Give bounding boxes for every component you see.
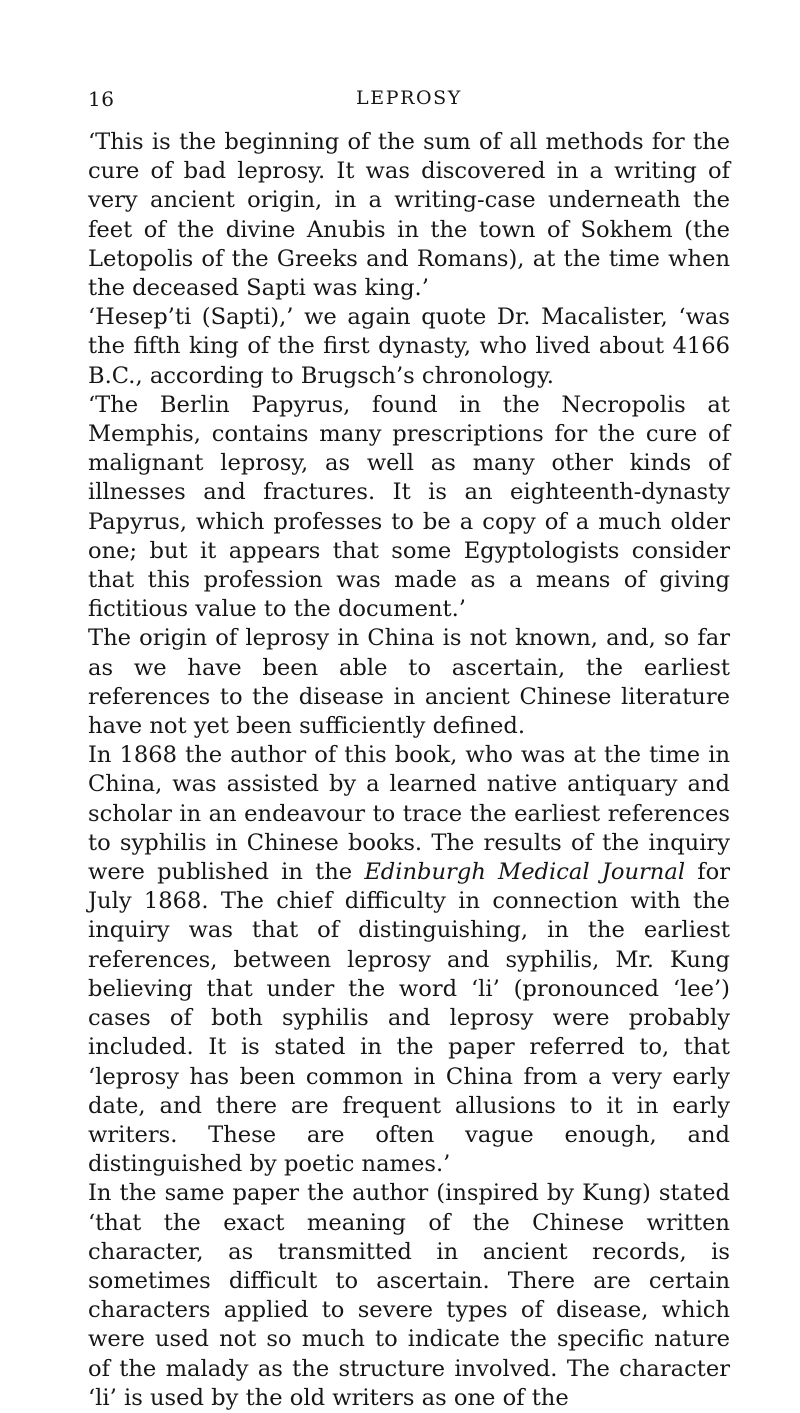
journal-title: Edinburgh Medical Journal (364, 859, 686, 886)
body-text (88, 128, 730, 1413)
paragraph: The origin of leprosy in China is not known, and, so far as we have been able to ascertain, the earliest references to the disease in ancient Chinese literature have not yet been sufficiently defined. (88, 625, 730, 740)
page-header (88, 87, 730, 115)
paragraph-text: In 1868 the author of this book, who was at the time in China, was assisted by a learned native antiquary and scholar in an endeavour to trace the earliest references to syphilis in Chinese books. The results of the inquiry were published in the (88, 742, 730, 886)
paragraph-text: for July 1868. The chief difficulty in connection with the inquiry was that of distinguishing, in the earliest references, between leprosy and syphilis, Mr. Kung believing that under the word ‘li’ (pronounced ‘lee’) cases of both syphilis and leprosy were probably included. It is stated in the paper referred to, that ‘leprosy has been common in China from a very early date, and there are frequent allusions to it in early writers. These are often vague enough, and distinguished by poetic names.’ (88, 859, 730, 1178)
paragraph: ‘The Berlin Papyrus, found in the Necropolis at Memphis, contains many prescriptions for the cure of malignant leprosy, as well as many other kinds of illnesses and fractures. It is an eighteenth-dynasty Papyrus, which professes to be a copy of a much older one; but it appears that some Egyptologists consider that this profession was made as a means of giving fictitious value to the document.’ (88, 391, 730, 623)
page-number: 16 (88, 87, 115, 111)
paragraph: ‘Hesep’ti (Sapti),’ we again quote Dr. Macalister, ‘was the fifth king of the first dynasty, who lived about 4166 B.C., according to Brugsch’s chronology. (88, 304, 730, 389)
running-head: LEPROSY (356, 87, 462, 109)
paragraph (88, 741, 730, 1179)
paragraph: In the same paper the author (inspired by Kung) stated ‘that the exact meaning of the Chinese written character, as transmitted in ancient records, is sometimes difficult to ascertain. There are certain characters applied to severe types of disease, which were used not so much to indicate the specific nature of the malady as the structure involved. The character ‘li’ is used by the old writers as one of the (88, 1180, 730, 1411)
paragraph: ‘This is the beginning of the sum of all methods for the cure of bad leprosy. It was discovered in a writing of very ancient origin, in a writing-case underneath the feet of the divine Anubis in the town of Sokhem (the Letopolis of the Greeks and Romans), at the time when the deceased Sapti was king.’ (88, 129, 730, 302)
